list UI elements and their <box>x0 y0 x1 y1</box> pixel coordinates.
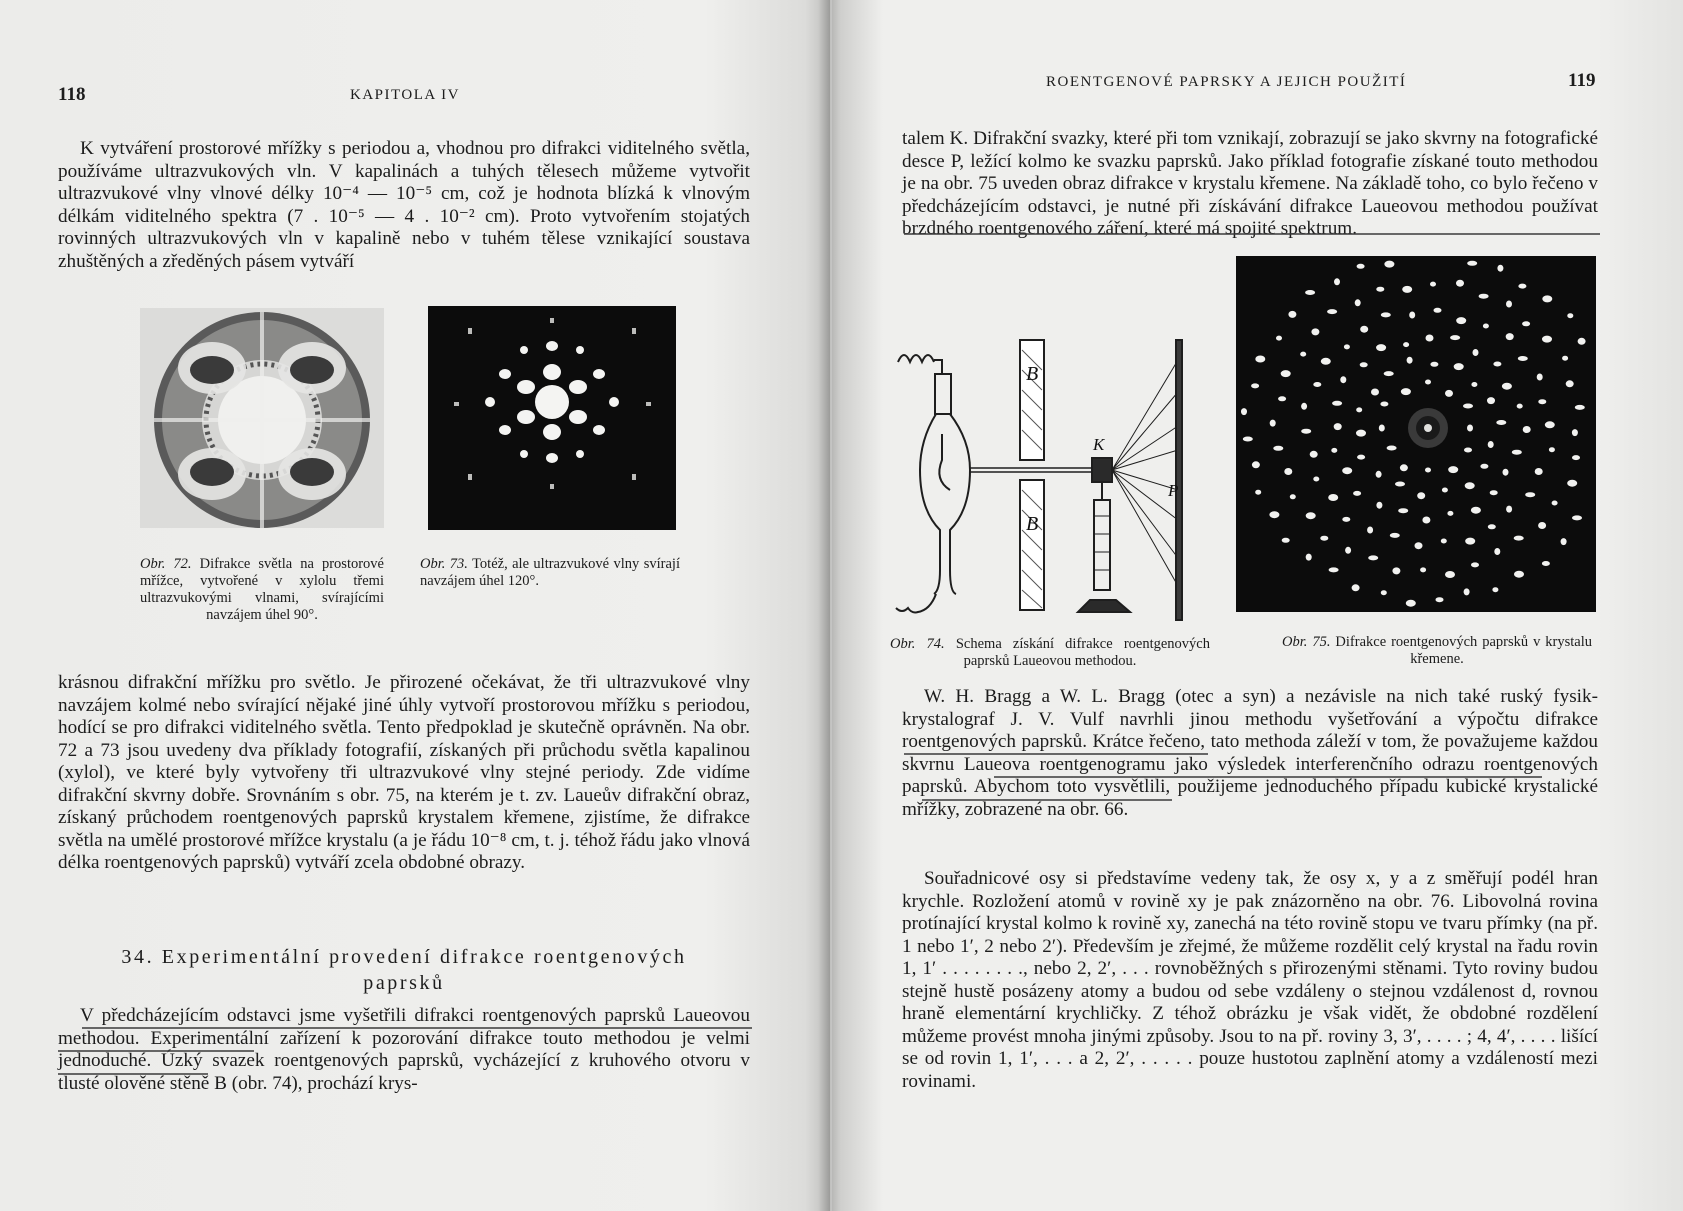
left-paragraph-2 <box>58 672 750 875</box>
laue-spot <box>1463 404 1473 409</box>
laue-spot <box>1561 538 1567 545</box>
laue-spot <box>1406 600 1416 607</box>
laue-spot <box>1305 290 1315 295</box>
laue-spot <box>1376 502 1382 509</box>
laue-spot <box>1566 380 1574 387</box>
right-paragraph-1 <box>902 128 1598 241</box>
laue-spot <box>1448 466 1458 473</box>
right-paragraph-3 <box>902 868 1598 1093</box>
laue-spot <box>1360 362 1368 367</box>
section-heading-line-1: 34. Experimentální provedení difrakce roentgenových <box>121 946 687 968</box>
laue-spot <box>1506 506 1512 513</box>
laue-spot <box>1471 562 1479 567</box>
pencil-underline <box>82 1027 752 1029</box>
laue-spot <box>1251 383 1259 388</box>
laue-spot <box>1447 511 1453 516</box>
laue-spot <box>1321 358 1331 365</box>
right-paragraph-2-text: W. H. Bragg a W. L. Bragg (otec a syn) a nezávisle na nich také ruský fysik-krystalograf J. V. Vulf navrhli jinou methodu vyšetřování a výpočtu difrakce roentgenových paprsků. Krátce řečeno, tato methoda záleží v tom, že považujeme každou skvrnu Laueova roentgenogramu jako výsledek interferenčního odrazu roentgenových paprsků. Abychom toto vysvětlili, použijeme jednoduchého případu kubické krystalické mřížky, zobrazené na obr. 66. <box>902 686 1598 820</box>
running-head-left: KAPITOLA IV <box>350 87 460 103</box>
laue-spot <box>1578 338 1586 345</box>
left-paragraph-1-text: K vytváření prostorové mřížky s periodou a, vhodnou pro difrakci viditelného světla, používáme ultrazvukových vln. V kapalinách a tuhých tělesech můžeme vytvořit ultrazvukové vlny vlnové délky 10⁻⁴ — 10⁻⁵ cm, což je hodnota blízká k vlnovým délkám viditelného spektra (7 . 10⁻⁵ — 4 . 10⁻² cm). Proto vytvořením stojatých rovinných ultrazvukových vln v kapalině nebo v tuhém tělese vznikající soustava zhuštěných a zředěných pásem vytváří <box>58 138 750 272</box>
laue-spot <box>1360 326 1368 333</box>
laue-spot <box>1471 382 1477 387</box>
pencil-underline <box>922 799 1172 801</box>
diagram-label-k: K <box>1093 435 1105 454</box>
laue-spot <box>1436 597 1444 602</box>
right-paragraph-3-text: Souřadnicové osy si představíme vedeny tak, že osy x, y a z směřují podél hran krychle. Rozložení atomů v rovině xy je pak znázorněno na obr. 76. Libovolná rovina protínající krystal kolmo k rovině xy, zanechá na této rovině stopu ve tvaru přímky (na př. 1 nebo 1′, 2 nebo 2′). Především je zřejmé, že můžeme rozdělit celý krystal na řadu rovin 1, 1′ . . . . . . . ., nebo 2, 2′, . . . rovnoběžných s přirozenými stěnami. Tyto roviny budou stejně hustě posázeny atomy a budou od sebe vzdáleny o stejnou vzdálenost d, rovnou hraně elementární krychličky. Z téhož obrázku je však vidět, že obdobné rozdělení můžeme provést mnoha jinými způsoby. Jsou to na př. roviny 3, 3′, . . . . ; 4, 4′, . . . . lišící se od rovin 1, 1′, . . . a 2, 2′, . . . . . pouze hustotou zaplnění atomy a vzdáleností mezi rovinami. <box>902 868 1598 1092</box>
left-paragraph-3-text: V předcházejícím odstavci jsme vyšetřili difrakci roentgenových paprsků Laueovou methodou. Experimentální zařízení k pozorování difrakce touto methodou je velmi jednoduché. Úzký svazek roentgenových paprsků, vycházející z kruhového otvoru v tlusté olověné stěně B (obr. 74), prochází krys- <box>58 1005 750 1094</box>
page-number-left: 118 <box>58 84 86 105</box>
laue-spot <box>1313 477 1319 482</box>
left-paragraph-2-text: krásnou difrakční mřížku pro světlo. Je přirozené očekávat, že tři ultrazvukové vlny navzájem kolmé nebo svírající nějaké jiné úhly vytvoří prostorovou mřížku s periodou, hodící se pro difrakci viditelného světla. Tento předpoklad je skutečně oprávněn. Na obr. 72 a 73 jsou uvedeny dva příklady fotografií, získaných při průchodu světla kapalinou (xylol), ve které byly vytvořeny tři ultrazvukové vlny stejné periody. Zde vidíme difrakční skvrny dobře. Srovnáním s obr. 75, na kterém je t. zv. Laueův difrakční obraz, získaný průchodem roentgenových paprsků krystalem křemene, zjistíme, že difrakce světla na umělé prostorové mřížce krystalu (a je řádu 10⁻⁸ cm, t. j. téhož řádu jako vlnová délka roentgenových paprsků) vytváří zcela obdobné obrazy. <box>58 672 750 873</box>
figure-73-image <box>428 306 676 530</box>
laue-spot <box>1345 547 1351 554</box>
figure-73-caption <box>420 556 680 590</box>
diagram-label-p: P <box>1168 481 1179 500</box>
pencil-underline <box>58 1073 208 1075</box>
laue-spot <box>1342 517 1350 522</box>
laue-spot <box>1506 301 1512 308</box>
laue-spot <box>1331 448 1337 453</box>
laue-spot <box>1456 280 1464 287</box>
laue-spot <box>1483 324 1489 329</box>
laue-spot <box>1273 446 1283 451</box>
laue-spot <box>1241 408 1247 415</box>
laue-spot <box>1467 425 1473 432</box>
laue-spot <box>1445 390 1453 397</box>
page-number-right: 119 <box>1568 70 1596 91</box>
laue-spot <box>1537 374 1543 381</box>
laue-spot <box>1567 480 1577 487</box>
laue-spot <box>1387 446 1397 451</box>
laue-spot <box>1288 311 1296 318</box>
laue-spot <box>1456 317 1466 324</box>
figure-75-photo <box>1236 256 1596 612</box>
laue-spot <box>1542 295 1552 302</box>
laue-spot <box>1535 468 1543 475</box>
diagram-label-b-top: B <box>1026 363 1039 385</box>
laue-spot <box>1442 488 1448 493</box>
laue-spot <box>1518 356 1528 361</box>
laue-spot <box>1426 335 1434 342</box>
laue-spot <box>1353 491 1361 496</box>
laue-spot <box>1395 482 1405 487</box>
laue-spot <box>1384 261 1394 268</box>
laue-spot <box>1252 461 1260 468</box>
laue-spot <box>1473 349 1479 356</box>
laue-spot <box>1403 342 1409 347</box>
laue-spot <box>1320 536 1328 541</box>
laue-spot <box>1284 468 1292 475</box>
laue-spot <box>1488 524 1496 529</box>
laue-spot <box>1415 542 1423 549</box>
laue-spot <box>1327 309 1337 314</box>
figure-75-image <box>1236 256 1596 612</box>
laue-spot <box>1502 383 1512 390</box>
laue-spot <box>1422 517 1430 524</box>
laue-spot <box>1390 533 1400 538</box>
laue-spot <box>1420 567 1426 572</box>
laue-spot <box>1270 420 1276 427</box>
laue-spot <box>1512 450 1522 455</box>
laue-spot <box>1445 571 1455 578</box>
laue-spot <box>1450 335 1460 340</box>
laue-spot <box>1517 404 1523 409</box>
laue-spot <box>1496 420 1506 425</box>
figure-74-text: Schema získání difrakce roentgenových paprsků Laueovou methodou. <box>955 636 1210 669</box>
laue-spot <box>1575 405 1585 410</box>
laue-spot <box>1311 328 1319 335</box>
laue-spot <box>1379 425 1385 432</box>
laue-spot <box>1430 362 1438 367</box>
laue-spot <box>1492 587 1498 592</box>
laue-spot <box>1269 511 1279 518</box>
laue-spot <box>1328 494 1338 501</box>
laue-spot <box>1479 294 1489 299</box>
running-head-right: ROENTGENOVÉ PAPRSKY A JEJICH POUŽITÍ <box>1046 74 1407 90</box>
laue-spot <box>1567 313 1573 318</box>
laue-spot <box>1281 370 1291 377</box>
figure-74-caption <box>890 636 1210 670</box>
laue-spot <box>1301 403 1307 410</box>
laue-spot <box>1465 482 1475 489</box>
figure-72-label: Obr. 72. <box>140 556 192 572</box>
laue-spot <box>1549 447 1555 452</box>
figure-75-caption <box>1282 634 1592 668</box>
laue-spot <box>1441 539 1447 544</box>
left-page <box>0 0 830 1211</box>
laue-spot <box>1255 490 1261 495</box>
laue-spot <box>1425 380 1431 385</box>
laue-spot <box>1352 584 1360 591</box>
laue-spot <box>1243 437 1253 442</box>
laue-spot <box>1357 455 1365 460</box>
laue-spot <box>1381 590 1387 595</box>
left-paragraph-1 <box>58 138 750 273</box>
laue-spot <box>1467 261 1477 266</box>
laue-spot <box>1454 363 1464 370</box>
laue-spot <box>1255 356 1265 363</box>
laue-spot <box>1572 455 1580 460</box>
figure-73-photo <box>428 306 676 530</box>
laue-spot <box>1514 571 1524 578</box>
laue-spot <box>1306 512 1316 519</box>
laue-spot <box>1356 407 1362 412</box>
laue-spot <box>1522 321 1530 326</box>
laue-spot <box>1278 396 1286 401</box>
laue-spot <box>1434 308 1442 313</box>
laue-spot <box>1430 282 1436 287</box>
laue-spot <box>1401 388 1411 395</box>
section-heading-line-2: paprsků <box>363 972 445 994</box>
laue-spot <box>1332 401 1342 406</box>
figure-73-text: Totéž, ale ultrazvukové vlny svírají navzájem úhel 120°. <box>420 556 680 589</box>
laue-spot <box>1381 312 1391 317</box>
laue-spot <box>1506 333 1514 340</box>
laue-spot <box>1368 555 1378 560</box>
laue-spot <box>1542 561 1550 566</box>
figure-74-label: Obr. 74. <box>890 636 945 652</box>
laue-spot <box>1313 382 1321 387</box>
right-page <box>832 0 1683 1211</box>
laue-spot <box>1376 287 1384 292</box>
laue-spot <box>1398 508 1408 513</box>
laue-spot <box>1487 397 1495 404</box>
laue-spot <box>1525 492 1535 497</box>
laue-spot <box>1376 344 1386 351</box>
figure-72-photo <box>140 308 384 528</box>
laue-spot <box>1329 567 1339 572</box>
laue-spot <box>1417 492 1425 499</box>
laue-spot <box>1488 441 1494 448</box>
figure-74-diagram <box>890 330 1190 630</box>
laue-spot <box>1334 423 1342 430</box>
laue-spot <box>1400 464 1408 471</box>
laue-spot <box>1552 501 1558 506</box>
laue-spot <box>1538 399 1546 404</box>
laue-spot <box>1545 421 1555 428</box>
laue-spot <box>1384 371 1394 376</box>
pencil-underline <box>58 1050 254 1052</box>
laue-spot <box>1497 265 1503 272</box>
laue-spot <box>1282 538 1290 543</box>
figure-73-label: Obr. 73. <box>420 556 468 572</box>
pencil-underline <box>904 233 1600 235</box>
laue-spot <box>1367 527 1373 534</box>
pencil-underline <box>994 776 1542 778</box>
laue-spot <box>1572 515 1582 520</box>
figure-72-text: Difrakce světla na prostorové mřížce, vytvořené v xylolu třemi ultrazvukovými vlnami, svírajícími navzájem úhel 90°. <box>140 556 384 623</box>
laue-spot <box>1493 362 1501 367</box>
laue-spot <box>1562 356 1568 361</box>
right-paragraph-1-text: talem K. Difrakční svazky, které při tom vznikají, zobrazují se jako skvrny na fotografické desce P, ležící kolmo ke svazku paprsků. Jako příklad fotografie získané touto methodou je na obr. 75 uveden obraz difrakce v krystalu křemene. Na základě toho, co bylo řečeno v předcházejícím odstavci, je nutné při získávání difrakce Laueovou methodou používat brzdného roentgenového záření, které má spojité spektrum. <box>902 128 1598 239</box>
laue-spot <box>1465 538 1475 545</box>
laue-spot <box>1572 429 1578 436</box>
laue-spot <box>1357 264 1365 269</box>
laue-spot <box>1402 286 1412 293</box>
laue-spot <box>1380 402 1388 407</box>
diagram-label-b-bottom: B <box>1026 513 1039 535</box>
laue-spot <box>1523 426 1531 433</box>
laue-spot <box>1494 548 1500 555</box>
laue-spot <box>1503 469 1509 476</box>
laue-spot <box>1276 336 1282 341</box>
laue-spot <box>1340 376 1346 383</box>
laue-spot <box>1542 336 1552 343</box>
figure-75-label: Obr. 75. <box>1282 634 1331 650</box>
laue-spot <box>1407 357 1413 364</box>
laue-spot <box>1300 352 1306 357</box>
laue-spot <box>1425 468 1431 473</box>
laue-spot <box>1392 567 1400 574</box>
laue-spot <box>1344 344 1350 349</box>
figure-72-image <box>140 308 384 528</box>
laue-spot <box>1355 299 1361 306</box>
figure-75-text: Difrakce roentgenových paprsků v krystalu křemene. <box>1335 634 1592 667</box>
laue-spot <box>1342 467 1352 474</box>
laue-spot <box>1514 536 1524 541</box>
laue-spot <box>1480 464 1488 469</box>
laue-spot <box>1306 554 1312 561</box>
laue-spot <box>1301 429 1311 434</box>
laue-spot <box>1371 389 1379 396</box>
laue-spot <box>1538 522 1546 529</box>
laue-spot <box>1518 284 1526 289</box>
laue-spot <box>1471 507 1481 514</box>
laue-spot <box>1290 494 1296 499</box>
laue-spot <box>1490 490 1498 495</box>
section-heading <box>58 944 750 996</box>
laue-spot <box>1334 278 1340 285</box>
laue-spot <box>1464 588 1470 595</box>
figure-72-caption <box>140 556 384 624</box>
laue-spot <box>1409 312 1415 319</box>
laue-spot <box>1310 451 1318 458</box>
laue-spot <box>1356 430 1366 437</box>
pencil-underline <box>904 753 1208 755</box>
laue-spot <box>1376 471 1382 478</box>
laue-spot <box>1464 448 1472 453</box>
